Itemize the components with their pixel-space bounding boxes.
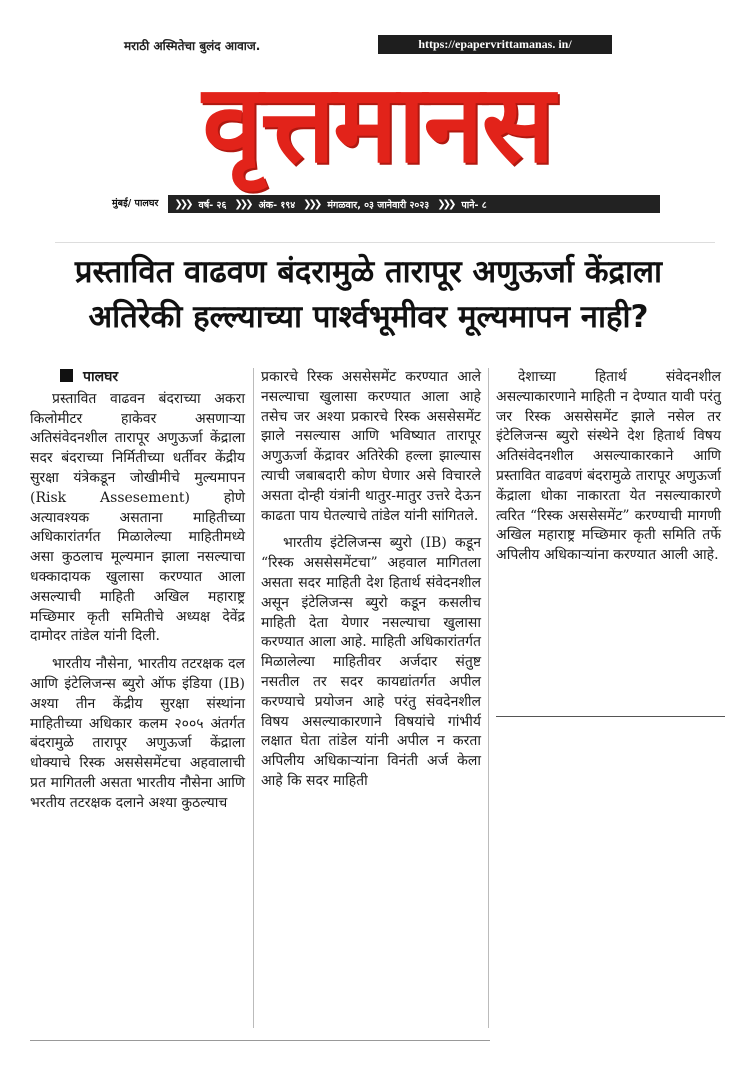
issue-city: मुंबई/ पालघर	[100, 195, 168, 213]
paragraph: देशाच्या हितार्थ संवेदनशील असल्याकारणाने माहिती न देण्यात यावी परंतु जर रिस्क अससेसमेंट झाले नसेल तर इंटेलिजन्स ब्युरो संस्थेने देश हितार्थ विषय अतिसंवेदनशील असल्याकारकाने आणि प्रस्तावित वाढवणं बंदरामुळे तारापूर अणुऊर्जा केंद्राला धोका नाकारता येत नसल्याकारणे त्वरित “रिस्क अससेसमेंट” करण्याची मागणी अखिल महाराष्ट्र मच्छिमार कृती समिति तर्फे अपिलीय अधिकाऱ्यांना करण्यात आली आहे.	[496, 369, 721, 564]
chevron-icon: ❯❯❯	[437, 198, 454, 210]
dateline: पालघर	[30, 368, 245, 388]
masthead-tagline: मराठी अस्मितेचा बुलंद आवाज.	[124, 39, 261, 53]
column-divider	[253, 368, 254, 1028]
chevron-icon: ❯❯❯	[174, 198, 191, 210]
column-end-rule	[496, 716, 725, 717]
issue-pages: पाने- ८	[461, 199, 487, 211]
website-url: https://epapervrittamanas. in/	[378, 35, 612, 54]
issue-date: मंगळवार, ०३ जानेवारी २०२३	[327, 199, 430, 211]
issue-number: अंक- १९४	[258, 199, 296, 211]
square-bullet-icon	[60, 369, 73, 382]
issue-details	[168, 195, 660, 213]
issue-year: वर्ष- २६	[198, 199, 227, 211]
paragraph: प्रस्तावित वाढवन बंदराच्या अकरा किलोमीटर हाकेवर असणाऱ्या अतिसंवेदनशील तारापूर अणुऊर्जा केंद्राला सदर बंदराच्या निर्मितीच्या धर्तीवर केंद्रीय सुरक्षा यंत्रेकडून जोखीमीचे मुल्यमापन (Risk Assesement) होणे अत्यावश्यक असताना माहितीच्या अधिकारांतर्गत मिळालेल्या माहितीमध्ये असा कुठलाच मूल्यमान झाला नसल्याचा धक्कादायक खुलासा करण्यात आला असल्याची माहिती अखिल महाराष्ट्र मच्छिमार कृती समितीचे अध्यक्ष देवेंद्र दामोदर तांडेल यांनी दिली.	[30, 390, 245, 645]
chevron-icon: ❯❯❯	[234, 198, 251, 210]
paragraph: भारतीय इंटेलिजन्स ब्युरो (IB) कडून “रिस्क अससेसमेंटचा” अहवाल मागितला असता सदर माहिती देश हितार्थ संवेदनशील असून इंटेलिजन्स ब्युरो कडून कसलीच माहिती देता येणार नसल्याचा खुलासा करण्यात आला आहे. माहिती अधिकारांतर्गत मिळालेल्या माहितीवर अर्जदार संतुष्ट नसतील तर सदर कायद्यांतर्गत अपील करण्याचे प्रयोजन आहे परंतु संवदेनशील विषय असल्याकारणाने विषयांचे गांभीर्य लक्षात घेता तांडेल यांनी अपील न करता अपिलीय अधिकाऱ्यांना विनंती अर्ज केला आहे कि सदर माहिती	[261, 535, 481, 789]
paragraph: भारतीय नौसेना, भारतीय तटरक्षक दल आणि इंटेलिजन्स ब्युरो ऑफ इंडिया (IB) अश्या तीन केंद्रीय सुरक्षा संस्थांना माहितीच्या अधिकार कलम २००५ अंतर्गत बंदरामुळे तारापूर अणुऊर्जा केंद्राला धोक्याचे रिस्क अससेसमेंटचा अहवालाची प्रत मागितली असता भारतीय नौसेना आणि भरतीय तटरक्षक दलाने अश्या कुठल्याच	[30, 656, 245, 811]
newspaper-logo: वृत्तमानस	[202, 62, 553, 187]
headline-line-1: प्रस्तावित वाढवण बंदरामुळे तारापूर अणुऊर्जा केंद्राला	[74, 254, 663, 290]
article-column-2	[261, 368, 481, 800]
article-column-1	[30, 368, 245, 822]
chevron-icon: ❯❯❯	[303, 198, 320, 210]
column-divider	[488, 368, 489, 1028]
divider	[55, 242, 715, 243]
headline-line-2: अतिरेकी हल्ल्याच्या पार्श्वभूमीवर मूल्यमापन नाही?	[88, 299, 649, 335]
paragraph: प्रकारचे रिस्क अससेसमेंट करण्यात आले नसल्याचा खुलासा करण्यात आला आहे तसेच जर अश्या प्रकारचे रिस्क अससेसमेंट झाले नसल्यास आणि भविष्यात तारापूर अणुऊर्जा केंद्रावर अतिरेकी हल्ला झाल्यास त्याची जबाबदारी कोण घेणार असे विचारले असता दोन्ही यंत्रांनी थातुर-मातुर उत्तरे देऊन काढता पाय घेतल्याचे तांडेल यांनी सांगितले.	[261, 369, 481, 524]
article-column-3	[496, 368, 721, 574]
bottom-rule	[30, 1040, 490, 1041]
article-headline	[20, 250, 717, 340]
issue-info-bar	[100, 195, 660, 213]
